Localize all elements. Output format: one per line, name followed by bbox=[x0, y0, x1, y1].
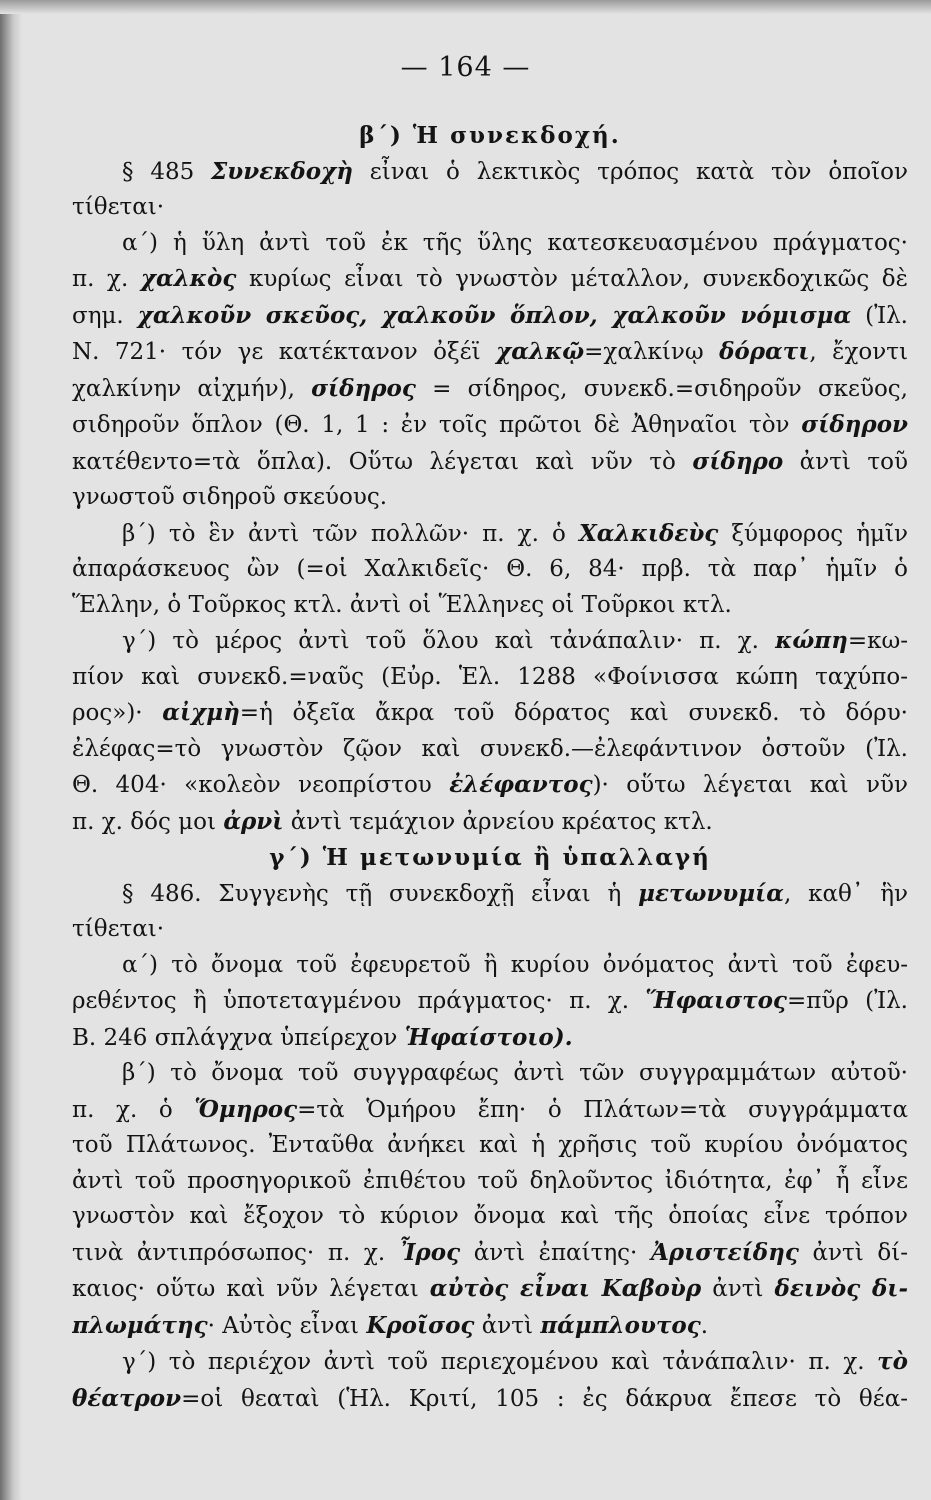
emphasized-term: Ἶρος bbox=[398, 1238, 461, 1266]
text-segment: Ν. 721· τόν γε κατέκτανον ὀξέϊ bbox=[72, 339, 497, 365]
emphasized-term: τὸ bbox=[877, 1348, 908, 1375]
text-line bbox=[72, 298, 908, 335]
emphasized-term: Χαλκιδεὺς bbox=[578, 519, 719, 547]
text-segment: ρεθέντος ἢ ὑποτεταγμένου πράγματος· π. χ. bbox=[72, 988, 646, 1014]
text-line bbox=[72, 912, 908, 948]
text-segment: γνωστοῦ σιδηροῦ σκεύους. bbox=[72, 484, 388, 510]
text-line bbox=[72, 1128, 908, 1164]
text-line bbox=[72, 732, 908, 768]
text-line bbox=[72, 154, 908, 191]
text-segment: ἐλέφας=τὸ γνωστὸν ζῷον καὶ συνεκδ.—ἐλεφάντινον ὀστοῦν (Ἰλ. bbox=[72, 735, 908, 762]
text-segment: = σίδηρος, συνεκδ.=σιδηροῦν σκεῦος, bbox=[415, 375, 908, 402]
text-segment: σημ. bbox=[72, 302, 138, 329]
text-line bbox=[72, 767, 908, 804]
emphasized-term: ἐλέφαντος bbox=[449, 771, 593, 798]
text-line bbox=[72, 1092, 908, 1129]
text-segment: κυρίως εἶναι τὸ γνωστὸν μέταλλον, συνεκδοχικῶς δὲ bbox=[236, 266, 908, 292]
text-segment: χαλκίνην αἰχμήν), bbox=[72, 375, 312, 402]
text-segment: κατέθεντο=τὰ ὅπλα). Οὕτω λέγεται καὶ νῦν τὸ bbox=[72, 448, 693, 475]
text-line bbox=[72, 948, 908, 984]
text-segment: · Αὐτὸς εἶναι bbox=[207, 1312, 367, 1339]
text-line bbox=[72, 695, 908, 732]
text-segment: )· οὕτω λέγεται καὶ νῦν bbox=[592, 772, 908, 798]
text-line bbox=[72, 480, 908, 516]
text-segment: ἀντὶ δί- bbox=[798, 1239, 908, 1266]
section-heading bbox=[72, 840, 908, 876]
text-line bbox=[72, 226, 908, 262]
emphasized-term: Ὅμηρος bbox=[194, 1095, 298, 1123]
text-line bbox=[72, 1381, 908, 1418]
text-segment: ἀντὶ bbox=[474, 1312, 541, 1339]
emphasized-term: Κροῖσος bbox=[366, 1311, 475, 1339]
page-number: — 164 — bbox=[400, 52, 531, 83]
emphasized-term: χαλκοῦν σκεῦος, χαλκοῦν ὅπλον, χαλκοῦν νόμισμα bbox=[137, 301, 852, 329]
emphasized-term: Συνεκδοχὴ bbox=[211, 157, 353, 185]
emphasized-term: σίδηρο bbox=[692, 447, 784, 475]
emphasized-term: μετωνυμία bbox=[638, 879, 784, 907]
text-line bbox=[72, 1344, 908, 1381]
text-segment: =οἱ θεαταὶ (Ἡλ. Κριτί, 105 : ἐς δάκρυα ἔπεσε τὸ θέα- bbox=[181, 1385, 908, 1412]
text-segment: α΄) τὸ ὄνομα τοῦ ἐφευρετοῦ ἢ κυρίου ὀνόματος ἀντὶ τοῦ ἐφευ- bbox=[122, 951, 908, 978]
emphasized-term: αὐτὸς εἶναι Καβοὺρ bbox=[429, 1275, 702, 1302]
text-segment: τινὰ ἀντιπρόσωπος· π. χ. bbox=[72, 1239, 399, 1266]
text-segment: γ΄) τὸ περιέχον ἀντὶ τοῦ περιεχομένου καὶ τἀνάπαλιν· π. χ. bbox=[122, 1349, 878, 1375]
text-line bbox=[72, 261, 908, 298]
text-segment: =χαλκίνῳ bbox=[584, 339, 720, 365]
text-segment: γ΄) Ἡ μετωνυμία ἢ ὑπαλλαγή bbox=[269, 844, 711, 871]
text-line bbox=[72, 1020, 908, 1057]
text-line bbox=[72, 1056, 908, 1092]
page-edge-shadow bbox=[0, 0, 22, 1500]
text-segment: β΄) τὸ ἓν ἀντὶ τῶν πολλῶν· π. χ. ὁ bbox=[122, 520, 579, 547]
text-line bbox=[72, 371, 908, 408]
emphasized-term: χαλκὸς bbox=[140, 265, 237, 292]
text-line bbox=[72, 552, 908, 588]
text-segment: ἀντὶ bbox=[701, 1276, 775, 1302]
text-segment: =κω- bbox=[847, 628, 908, 654]
text-line bbox=[72, 660, 908, 696]
text-segment: (Ἰλ. bbox=[851, 302, 908, 329]
text-segment: § 485 bbox=[122, 158, 212, 185]
text-segment: ἀπαράσκευος ὢν (=οἱ Χαλκιδεῖς· Θ. 6, 84· πρβ. τὰ παρ᾽ ἡμῖν ὁ bbox=[72, 556, 908, 582]
text-line bbox=[72, 623, 908, 660]
text-segment: καιος· οὕτω καὶ νῦν λέγεται bbox=[72, 1276, 430, 1302]
text-segment: =τὰ Ὁμήρου ἔπη· ὁ Πλάτων=τὰ συγγράμματα bbox=[297, 1096, 908, 1123]
page-body-text bbox=[72, 118, 908, 1417]
text-segment: =ἡ ὀξεῖα ἄκρα τοῦ δόρατος καὶ συνεκδ. τὸ δόρυ· bbox=[239, 700, 908, 726]
text-segment: ἀντὶ τεμάχιον ἀρνείου κρέατος κτλ. bbox=[283, 808, 713, 835]
text-line bbox=[72, 1235, 908, 1272]
text-segment: β΄) Ἡ συνεκδοχή. bbox=[359, 122, 621, 149]
text-line bbox=[72, 804, 908, 841]
text-line bbox=[72, 876, 908, 913]
text-line bbox=[72, 588, 908, 624]
text-segment: ἀντὶ ἐπαίτης· bbox=[460, 1239, 651, 1266]
emphasized-term: Ἥφαιστος bbox=[645, 987, 787, 1014]
emphasized-term: σίδηρος bbox=[311, 374, 416, 402]
text-segment: α΄) ἡ ὕλη ἀντὶ τοῦ ἐκ τῆς ὕλης κατεσκευασμένου πράγματος· bbox=[122, 229, 908, 256]
emphasized-term: χαλκῷ bbox=[496, 338, 585, 365]
text-segment: =πῦρ (Ἰλ. bbox=[786, 988, 908, 1014]
text-line bbox=[72, 1199, 908, 1235]
emphasized-term: πλωμάτης bbox=[72, 1311, 208, 1339]
text-segment: τοῦ Πλάτωνος. Ἐνταῦθα ἀνήκει καὶ ἡ χρῆσις τοῦ κυρίου ὀνόματος bbox=[72, 1132, 908, 1158]
text-segment: Ἕλλην, ὁ Τοῦρκος κτλ. ἀντὶ οἱ Ἕλληνες οἱ Τοῦρκοι κτλ. bbox=[72, 591, 732, 618]
emphasized-term: δεινὸς δι- bbox=[774, 1275, 908, 1302]
emphasized-term: θέατρον bbox=[72, 1384, 182, 1412]
text-segment: Θ. 404· «κολεὸν νεοπρίστου bbox=[72, 772, 450, 798]
emphasized-term: Ἡφαίστοιο). bbox=[404, 1023, 573, 1051]
text-segment: πίον καὶ συνεκδ.=ναῦς (Εὐρ. Ἑλ. 1288 «Φοίνισσα κώπη ταχύπο- bbox=[72, 663, 908, 690]
text-line bbox=[72, 516, 908, 553]
text-line bbox=[72, 444, 908, 481]
emphasized-term: πάμπλουτος bbox=[540, 1311, 701, 1339]
text-segment: Β. 246 σπλάγχνα ὑπείρεχον bbox=[72, 1024, 405, 1051]
text-line bbox=[72, 1308, 908, 1345]
emphasized-term: κώπη bbox=[775, 627, 848, 654]
text-line bbox=[72, 334, 908, 371]
text-segment: π. χ. bbox=[72, 266, 141, 292]
text-segment: εἶναι ὁ λεκτικὸς τρόπος κατὰ τὸν ὁποῖον bbox=[352, 158, 908, 185]
section-heading bbox=[72, 118, 908, 154]
text-line bbox=[72, 407, 908, 444]
text-segment: ξύμφορος ἡμῖν bbox=[718, 520, 908, 547]
text-line bbox=[72, 1271, 908, 1308]
emphasized-term: σίδηρον bbox=[801, 411, 908, 438]
text-segment: ἀντὶ τοῦ προσηγορικοῦ ἐπιθέτου τοῦ δηλοῦντος ἰδιότητα, ἐφ᾽ ἧ εἶνε bbox=[72, 1167, 908, 1194]
text-segment: . bbox=[700, 1312, 709, 1339]
emphasized-term: Ἀριστείδης bbox=[650, 1238, 799, 1266]
text-segment: γ΄) τὸ μέρος ἀντὶ τοῦ ὅλου καὶ τἀνάπαλιν· π. χ. bbox=[122, 628, 776, 654]
text-segment: τίθεται· bbox=[72, 194, 165, 220]
page-top-shadow bbox=[0, 0, 931, 14]
text-segment: , ἔχοντι bbox=[809, 339, 908, 365]
text-line bbox=[72, 1164, 908, 1200]
text-segment: ἀντὶ τοῦ bbox=[783, 448, 908, 475]
text-segment: ρος»)· bbox=[72, 700, 163, 726]
text-segment: , καθ᾽ ἣν bbox=[783, 880, 908, 907]
text-segment: β΄) τὸ ὄνομα τοῦ συγγραφέως ἀντὶ τῶν συγγραμμάτων αὐτοῦ· bbox=[122, 1060, 908, 1086]
text-segment: π. χ. δός μοι bbox=[72, 808, 224, 835]
emphasized-term: δόρατι bbox=[719, 338, 810, 365]
text-line bbox=[72, 190, 908, 226]
text-segment: σιδηροῦν ὅπλον (Θ. 1, 1 : ἐν τοῖς πρῶτοι δὲ Ἀθηναῖοι τὸν bbox=[72, 412, 802, 438]
emphasized-term: ἀρνὶ bbox=[223, 807, 284, 835]
text-segment: τίθεται· bbox=[72, 916, 165, 942]
text-segment: π. χ. ὁ bbox=[72, 1096, 195, 1123]
text-line bbox=[72, 983, 908, 1020]
emphasized-term: αἰχμὴ bbox=[162, 699, 240, 726]
text-segment: γνωστὸν καὶ ἔξοχον τὸ κύριον ὄνομα καὶ τῆς ὁποίας εἶνε τρόπον bbox=[72, 1203, 908, 1229]
text-segment: § 486. Συγγενὴς τῇ συνεκδοχῇ εἶναι ἡ bbox=[122, 880, 639, 907]
